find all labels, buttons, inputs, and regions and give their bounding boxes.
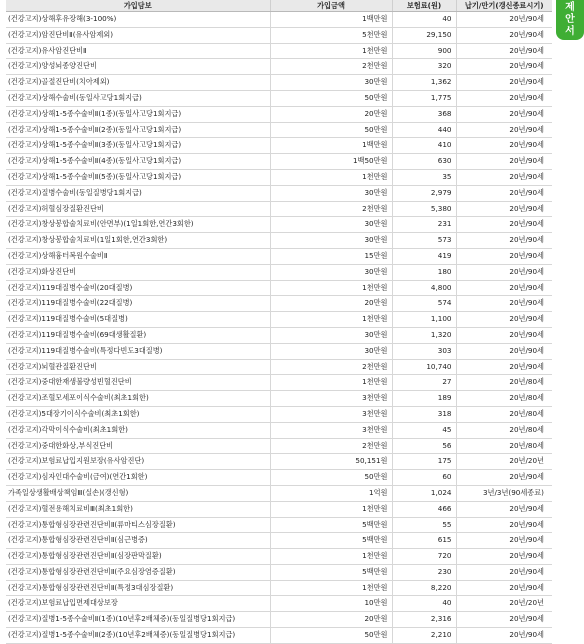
cell-premium: 1,024 <box>392 485 456 501</box>
cell-amount: 30만원 <box>270 217 392 233</box>
cell-term: 20년/90세 <box>456 27 552 43</box>
table-row <box>6 327 552 343</box>
cell-premium: 2,979 <box>392 185 456 201</box>
table-row <box>6 75 552 91</box>
table-row <box>6 233 552 249</box>
side-tab-proposal[interactable] <box>556 0 584 40</box>
table-row <box>6 549 552 565</box>
table-row <box>6 154 552 170</box>
cell-term: 20년/90세 <box>456 90 552 106</box>
cell-term: 20년/90세 <box>456 296 552 312</box>
cell-amount: 1천만원 <box>270 375 392 391</box>
cell-premium: 318 <box>392 406 456 422</box>
cell-term: 20년/90세 <box>456 233 552 249</box>
cell-premium: 56 <box>392 438 456 454</box>
cell-amount: 50만원 <box>270 90 392 106</box>
cell-premium: 574 <box>392 296 456 312</box>
cell-premium: 27 <box>392 375 456 391</box>
cell-coverage: (건강고지)조혈모세포이식수술비(최초1회한) <box>6 391 270 407</box>
cell-amount: 30만원 <box>270 185 392 201</box>
cell-amount: 30만원 <box>270 343 392 359</box>
cell-coverage: (건강고지)상해후유장해(3-100%) <box>6 12 270 28</box>
cell-term: 20년/80세 <box>456 375 552 391</box>
cell-amount: 30만원 <box>270 327 392 343</box>
table-row <box>6 27 552 43</box>
cell-amount: 1백만원 <box>270 12 392 28</box>
cell-amount: 1천만원 <box>270 549 392 565</box>
cell-coverage: (건강고지)119대질병수술비(22대질병) <box>6 296 270 312</box>
cell-premium: 8,220 <box>392 580 456 596</box>
cell-term: 20년/90세 <box>456 359 552 375</box>
cell-amount: 15만원 <box>270 248 392 264</box>
cell-premium: 4,800 <box>392 280 456 296</box>
table-row <box>6 90 552 106</box>
cell-coverage: (건강고지)화상진단비 <box>6 264 270 280</box>
table-row <box>6 375 552 391</box>
cell-coverage: (건강고지)상해1-5종수술비Ⅱ(5종)(동일사고당1회지급) <box>6 169 270 185</box>
table-row <box>6 248 552 264</box>
cell-term: 20년/90세 <box>456 312 552 328</box>
side-tab-label: 제안서 <box>565 2 575 37</box>
cell-premium: 419 <box>392 248 456 264</box>
cell-premium: 45 <box>392 422 456 438</box>
table-row <box>6 454 552 470</box>
cell-premium: 410 <box>392 138 456 154</box>
cell-term: 20년/90세 <box>456 280 552 296</box>
table-row <box>6 185 552 201</box>
table-row <box>6 122 552 138</box>
cell-coverage: (건강고지)각막이식수술비(최초1회한) <box>6 422 270 438</box>
cell-amount: 5백만원 <box>270 517 392 533</box>
cell-term: 3년/3년(90세종료) <box>456 485 552 501</box>
cell-coverage: (건강고지)중대한재생불량성빈혈진단비 <box>6 375 270 391</box>
table-row <box>6 391 552 407</box>
cell-premium: 231 <box>392 217 456 233</box>
table-row <box>6 359 552 375</box>
cell-coverage: (건강고지)119대질병수술비(특정다빈도3대질병) <box>6 343 270 359</box>
cell-coverage: (건강고지)창상봉합술치료비(안면부)(1일1회한,연간3회한) <box>6 217 270 233</box>
table-row <box>6 533 552 549</box>
cell-amount: 20만원 <box>270 612 392 628</box>
cell-premium: 2,210 <box>392 628 456 644</box>
cell-term: 20년/90세 <box>456 59 552 75</box>
cell-premium: 466 <box>392 501 456 517</box>
cell-premium: 1,320 <box>392 327 456 343</box>
cell-coverage: (건강고지)상해1-5종수술비Ⅱ(3종)(동일사고당1회지급) <box>6 138 270 154</box>
cell-term: 20년/90세 <box>456 169 552 185</box>
cell-coverage: (건강고지)통합형심장관련진단비Ⅱ(주요심장염증질환) <box>6 564 270 580</box>
cell-term: 20년/90세 <box>456 122 552 138</box>
cell-premium: 368 <box>392 106 456 122</box>
table-row <box>6 106 552 122</box>
cell-premium: 630 <box>392 154 456 170</box>
cell-premium: 1,362 <box>392 75 456 91</box>
coverage-table <box>6 0 552 644</box>
cell-term: 20년/90세 <box>456 612 552 628</box>
cell-coverage: (건강고지)질병수술비(동일질병당1회지급) <box>6 185 270 201</box>
cell-term: 20년/90세 <box>456 12 552 28</box>
cell-coverage: (건강고지)상해수술비(동일사고당1회지급) <box>6 90 270 106</box>
cell-term: 20년/20년 <box>456 454 552 470</box>
cell-amount: 50만원 <box>270 628 392 644</box>
cell-amount: 1천만원 <box>270 580 392 596</box>
cell-term: 20년/90세 <box>456 501 552 517</box>
cell-premium: 189 <box>392 391 456 407</box>
cell-coverage: (건강고지)창상봉합술치료비(1일1회한,연간3회한) <box>6 233 270 249</box>
cell-amount: 1천만원 <box>270 169 392 185</box>
cell-premium: 1,775 <box>392 90 456 106</box>
table-row <box>6 564 552 580</box>
table-row <box>6 596 552 612</box>
cell-coverage: (건강고지)상해1-5종수술비Ⅱ(4종)(동일사고당1회지급) <box>6 154 270 170</box>
table-row <box>6 138 552 154</box>
cell-amount: 5백만원 <box>270 533 392 549</box>
table-row <box>6 438 552 454</box>
cell-premium: 40 <box>392 12 456 28</box>
cell-coverage: (건강고지)상해흉터복원수술비Ⅱ <box>6 248 270 264</box>
cell-term: 20년/90세 <box>456 470 552 486</box>
cell-coverage: 가족일상생활배상책임Ⅲ(실손)(갱신형) <box>6 485 270 501</box>
cell-amount: 1천만원 <box>270 280 392 296</box>
table-row <box>6 422 552 438</box>
cell-premium: 615 <box>392 533 456 549</box>
cell-amount: 2천만원 <box>270 359 392 375</box>
cell-term: 20년/90세 <box>456 628 552 644</box>
cell-coverage: (건강고지)유사암진단비Ⅱ <box>6 43 270 59</box>
cell-term: 20년/90세 <box>456 343 552 359</box>
cell-term: 20년/90세 <box>456 549 552 565</box>
header-term: 납기/만기(갱신종료시기) <box>456 0 552 12</box>
cell-coverage: (건강고지)119대질병수술비(69대생활질환) <box>6 327 270 343</box>
cell-amount: 2천만원 <box>270 201 392 217</box>
cell-premium: 720 <box>392 549 456 565</box>
cell-coverage: (건강고지)통합형심장관련진단비Ⅱ(류마티스심장질환) <box>6 517 270 533</box>
cell-premium: 55 <box>392 517 456 533</box>
cell-term: 20년/90세 <box>456 580 552 596</box>
cell-term: 20년/80세 <box>456 438 552 454</box>
cell-premium: 29,150 <box>392 27 456 43</box>
table-row <box>6 217 552 233</box>
cell-coverage: (건강고지)통합형심장관련진단비Ⅱ(심장판막질환) <box>6 549 270 565</box>
cell-premium: 230 <box>392 564 456 580</box>
cell-coverage: (건강고지)보험료납입지원보장(유사암진단) <box>6 454 270 470</box>
table-row <box>6 612 552 628</box>
cell-premium: 573 <box>392 233 456 249</box>
table-header-row <box>6 0 552 12</box>
cell-premium: 303 <box>392 343 456 359</box>
table-row <box>6 43 552 59</box>
cell-coverage: (건강고지)보험료납입면제대상보장 <box>6 596 270 612</box>
cell-amount: 20만원 <box>270 296 392 312</box>
cell-premium: 900 <box>392 43 456 59</box>
cell-premium: 2,316 <box>392 612 456 628</box>
cell-premium: 10,740 <box>392 359 456 375</box>
cell-term: 20년/90세 <box>456 138 552 154</box>
cell-amount: 2천만원 <box>270 59 392 75</box>
cell-term: 20년/80세 <box>456 422 552 438</box>
cell-term: 20년/90세 <box>456 533 552 549</box>
cell-term: 20년/90세 <box>456 327 552 343</box>
cell-coverage: (건강고지)119대질병수술비(5대질병) <box>6 312 270 328</box>
cell-term: 20년/90세 <box>456 154 552 170</box>
cell-amount: 50,151원 <box>270 454 392 470</box>
table-row <box>6 12 552 28</box>
cell-coverage: (건강고지)중대한화상,부식진단비 <box>6 438 270 454</box>
cell-premium: 1,100 <box>392 312 456 328</box>
cell-amount: 3천만원 <box>270 391 392 407</box>
cell-amount: 50만원 <box>270 470 392 486</box>
header-premium: 보험료(원) <box>392 0 456 12</box>
cell-term: 20년/90세 <box>456 75 552 91</box>
cell-coverage: (건강고지)혈전용해치료비Ⅲ(최초1회한) <box>6 501 270 517</box>
cell-term: 20년/90세 <box>456 106 552 122</box>
cell-amount: 50만원 <box>270 122 392 138</box>
cell-premium: 40 <box>392 596 456 612</box>
cell-coverage: (건강고지)골절진단비(치아제외) <box>6 75 270 91</box>
cell-amount: 1백만원 <box>270 138 392 154</box>
cell-term: 20년/90세 <box>456 43 552 59</box>
cell-term: 20년/90세 <box>456 564 552 580</box>
cell-coverage: (건강고지)통합형심장관련진단비Ⅱ(특정3대심장질환) <box>6 580 270 596</box>
cell-amount: 1억원 <box>270 485 392 501</box>
cell-term: 20년/90세 <box>456 264 552 280</box>
cell-premium: 440 <box>392 122 456 138</box>
cell-premium: 175 <box>392 454 456 470</box>
cell-premium: 5,380 <box>392 201 456 217</box>
table-row <box>6 470 552 486</box>
table-row <box>6 312 552 328</box>
table-row <box>6 264 552 280</box>
table-row <box>6 169 552 185</box>
table-row <box>6 628 552 644</box>
cell-amount: 30만원 <box>270 264 392 280</box>
header-coverage: 가입담보 <box>6 0 270 12</box>
table-row <box>6 485 552 501</box>
cell-coverage: (건강고지)암진단비Ⅱ(유사암제외) <box>6 27 270 43</box>
cell-premium: 320 <box>392 59 456 75</box>
cell-amount: 5백만원 <box>270 564 392 580</box>
cell-coverage: (건강고지)질병1-5종수술비Ⅱ(1종)(10년후2배체증)(동일질병당1회지급) <box>6 612 270 628</box>
cell-amount: 2천만원 <box>270 438 392 454</box>
cell-amount: 3천만원 <box>270 422 392 438</box>
table-row <box>6 280 552 296</box>
cell-coverage: (건강고지)양성뇌종양진단비 <box>6 59 270 75</box>
header-amount: 가입금액 <box>270 0 392 12</box>
cell-premium: 180 <box>392 264 456 280</box>
cell-premium: 35 <box>392 169 456 185</box>
cell-coverage: (건강고지)허혈심장질환진단비 <box>6 201 270 217</box>
table-row <box>6 343 552 359</box>
table-row <box>6 517 552 533</box>
cell-amount: 1천만원 <box>270 501 392 517</box>
table-body <box>6 12 552 644</box>
cell-term: 20년/80세 <box>456 391 552 407</box>
cell-premium: 60 <box>392 470 456 486</box>
cell-coverage: (건강고지)119대질병수술비(20대질병) <box>6 280 270 296</box>
cell-term: 20년/20년 <box>456 596 552 612</box>
cell-coverage: (건강고지)통합형심장관련진단비Ⅱ(심근병증) <box>6 533 270 549</box>
cell-amount: 30만원 <box>270 233 392 249</box>
cell-term: 20년/90세 <box>456 185 552 201</box>
cell-amount: 10만원 <box>270 596 392 612</box>
table-row <box>6 201 552 217</box>
table-row <box>6 501 552 517</box>
cell-coverage: (건강고지)질병1-5종수술비Ⅱ(2종)(10년후2배체증)(동일질병당1회지급) <box>6 628 270 644</box>
table-row <box>6 296 552 312</box>
cell-coverage: (건강고지)상해1-5종수술비Ⅱ(1종)(동일사고당1회지급) <box>6 106 270 122</box>
cell-amount: 3천만원 <box>270 406 392 422</box>
table-row <box>6 580 552 596</box>
cell-coverage: (건강고지)심자인대수술비(금여)(연간1회한) <box>6 470 270 486</box>
cell-amount: 20만원 <box>270 106 392 122</box>
cell-amount: 1천만원 <box>270 312 392 328</box>
cell-amount: 1백50만원 <box>270 154 392 170</box>
cell-coverage: (건강고지)5대장기이식수술비(최초1회한) <box>6 406 270 422</box>
cell-amount: 1천만원 <box>270 43 392 59</box>
cell-term: 20년/90세 <box>456 217 552 233</box>
cell-term: 20년/80세 <box>456 406 552 422</box>
cell-coverage: (건강고지)상해1-5종수술비Ⅱ(2종)(동일사고당1회지급) <box>6 122 270 138</box>
cell-term: 20년/90세 <box>456 201 552 217</box>
cell-term: 20년/90세 <box>456 248 552 264</box>
cell-amount: 30만원 <box>270 75 392 91</box>
table-row <box>6 59 552 75</box>
cell-term: 20년/90세 <box>456 517 552 533</box>
table-row <box>6 406 552 422</box>
cell-coverage: (건강고지)뇌혈관질환진단비 <box>6 359 270 375</box>
cell-amount: 5천만원 <box>270 27 392 43</box>
